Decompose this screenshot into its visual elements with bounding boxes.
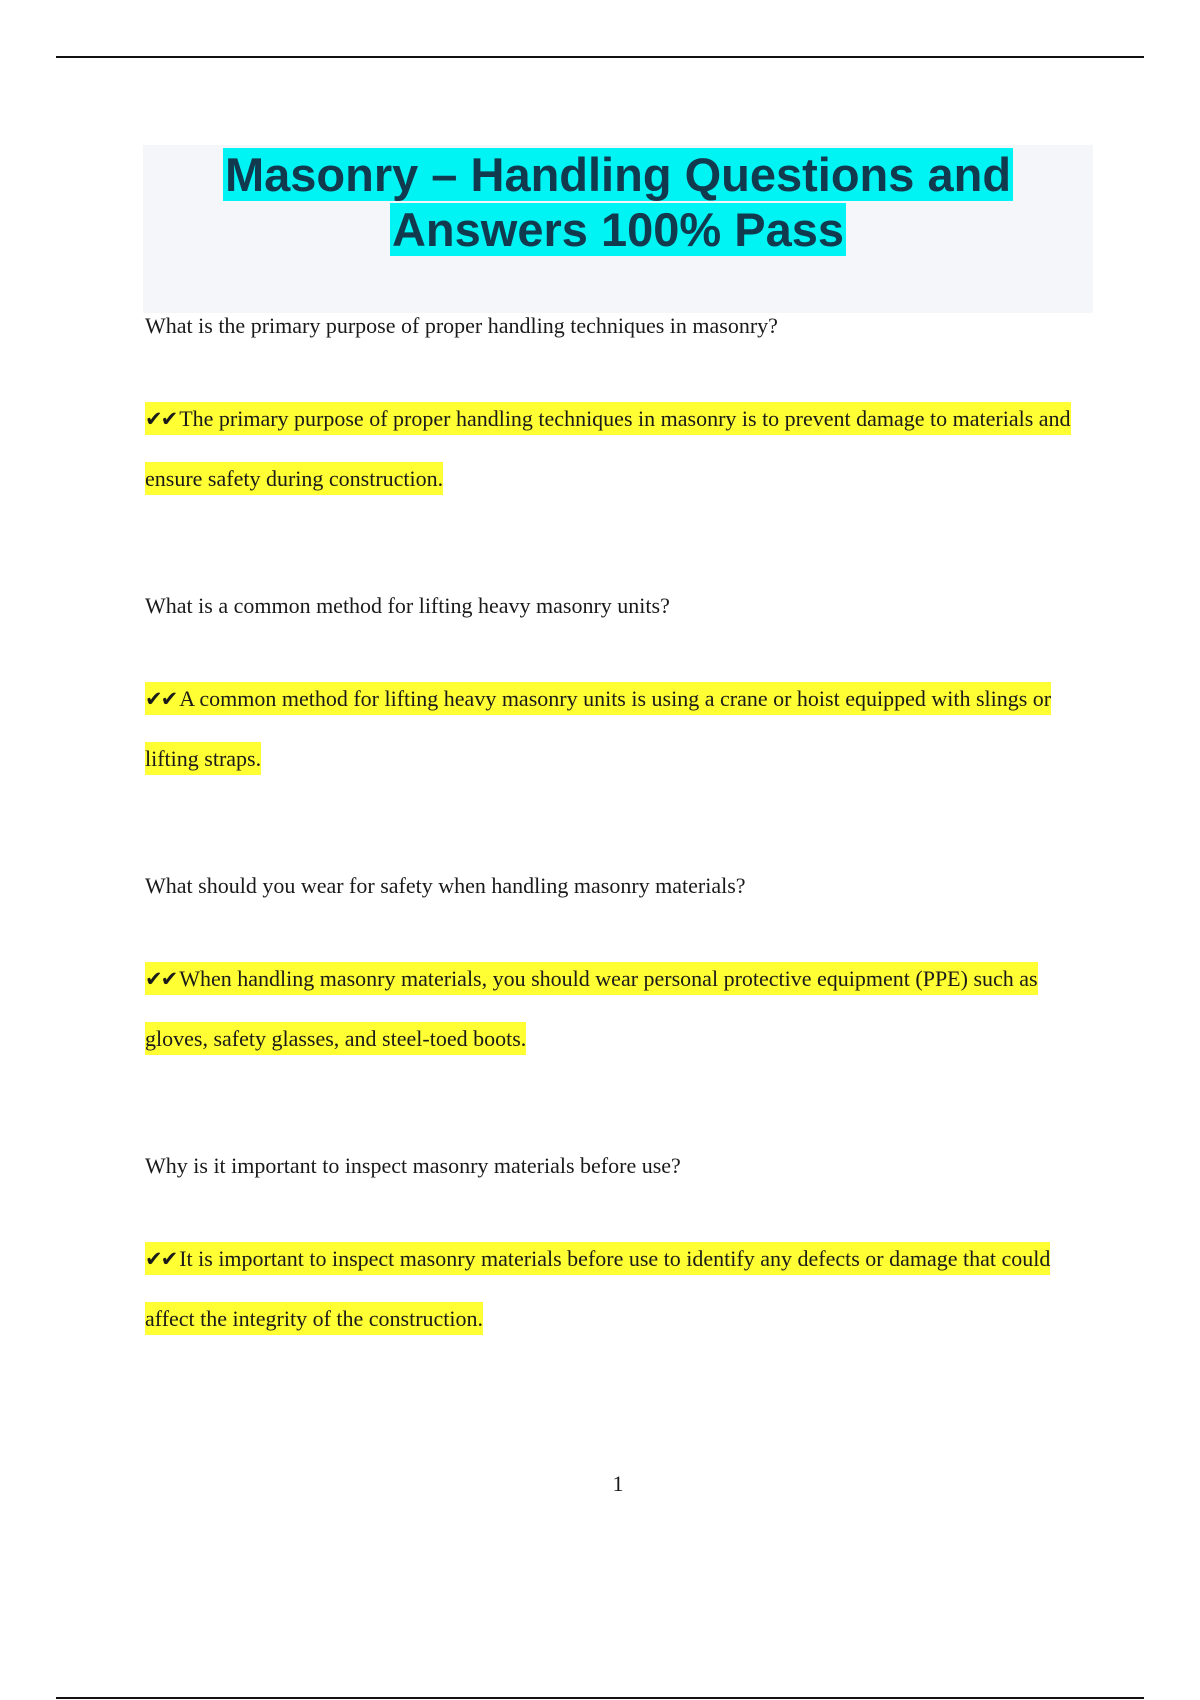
answer-body: When handling masonry materials, you should wear personal protective equipment (PPE) such as gloves, safety glasses, and steel-toed boots. [145, 966, 1038, 1051]
answer-text [145, 949, 1105, 1069]
qa-item [145, 593, 1105, 789]
qa-item [145, 1153, 1105, 1349]
qa-item [145, 313, 1105, 509]
bottom-rule [56, 1697, 1144, 1699]
double-check-icon: ✔✔ [145, 1247, 177, 1271]
question-text: What should you wear for safety when handling masonry materials? [145, 873, 746, 898]
title-block [143, 145, 1093, 313]
question-text: Why is it important to inspect masonry materials before use? [145, 1153, 681, 1178]
answer-text [145, 669, 1105, 789]
question-text: What is the primary purpose of proper handling techniques in masonry? [145, 313, 778, 338]
top-rule [56, 56, 1144, 58]
double-check-icon: ✔✔ [145, 687, 177, 711]
answer-body: It is important to inspect masonry materials before use to identify any defects or damage that could affect the integrity of the construction. [145, 1246, 1051, 1331]
answer-body: A common method for lifting heavy masonry units is using a crane or hoist equipped with slings or lifting straps. [145, 686, 1052, 771]
answer-body: The primary purpose of proper handling techniques in masonry is to prevent damage to materials and ensure safety during construction. [145, 406, 1071, 491]
answer-text [145, 1229, 1105, 1349]
qa-item [145, 873, 1105, 1069]
document-title-text: Masonry – Handling Questions and Answers 100% Pass [224, 148, 1012, 256]
document-title [143, 145, 1093, 257]
answer-text [145, 389, 1105, 509]
double-check-icon: ✔✔ [145, 407, 177, 431]
page-number: 1 [612, 1471, 624, 1496]
double-check-icon: ✔✔ [145, 967, 177, 991]
question-text: What is a common method for lifting heavy masonry units? [145, 593, 670, 618]
